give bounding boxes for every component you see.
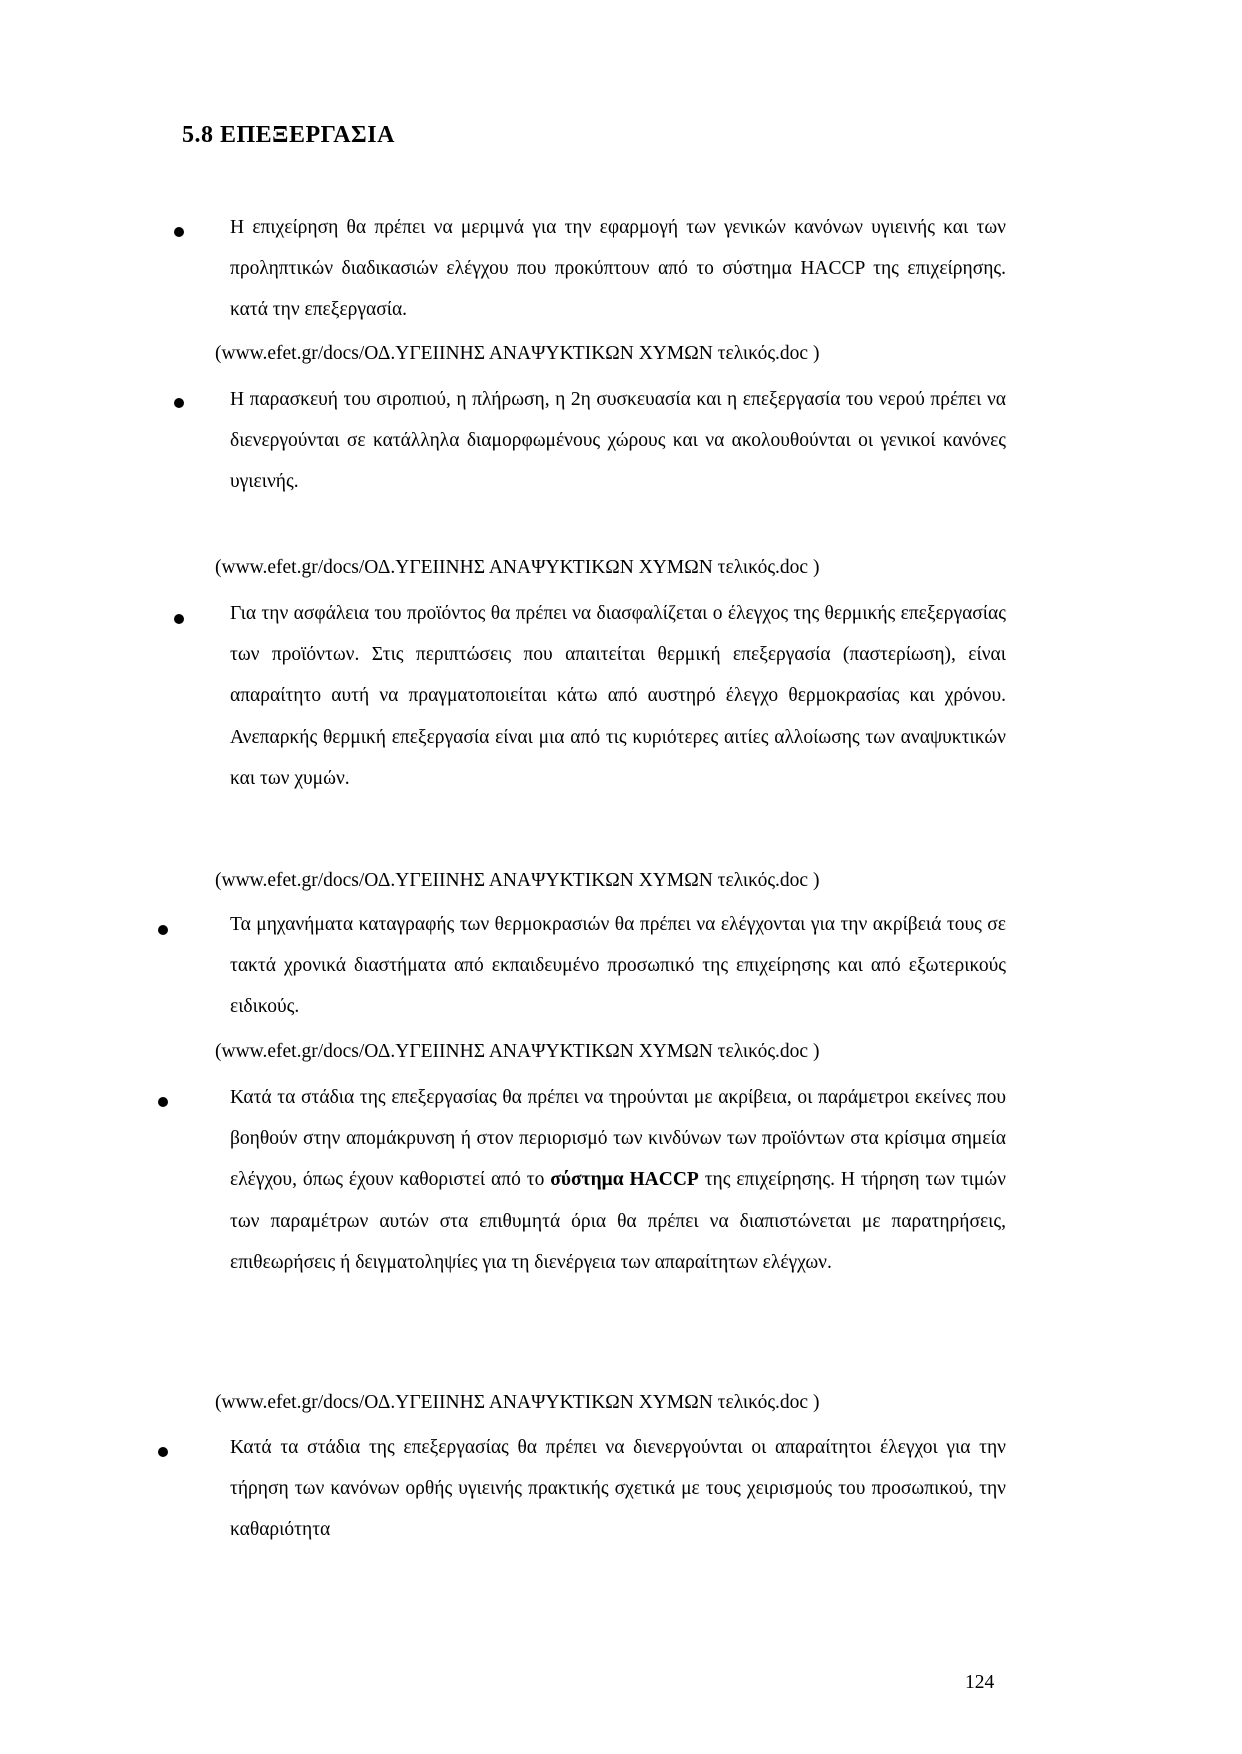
source-citation: (www.efet.gr/docs/ΟΔ.ΥΓΕΙΙΝΗΣ ΑΝΑΨΥΚΤΙΚΩΝ ΧΥΜΩΝ τελικός.doc ): [215, 1041, 820, 1062]
item-text: Για την ασφάλεια του προϊόντος θα πρέπει να διασφαλίζεται ο έλεγχος της θερμικής επεξεργασίας των προϊόντων. Στις περιπτώσεις που απαιτείται θερμική επεξεργασία (παστερίωση), είναι απαραίτητο αυτή να πραγματοποιείται κάτω από αυστηρό έλεγχο θερμοκρασίας και χρόνου. Ανεπαρκής θερμική επεξεργασία είναι μια από τις κυριότερες αιτίες αλλοίωσης των αναψυκτικών και των χυμών.: [230, 603, 1006, 789]
item-text: [230, 379, 1006, 503]
source-citation: (www.efet.gr/docs/ΟΔ.ΥΓΕΙΙΝΗΣ ΑΝΑΨΥΚΤΙΚΩΝ ΧΥΜΩΝ τελικός.doc ): [215, 557, 820, 578]
item-text: Κατά τα στάδια της επεξεργασίας θα πρέπει να διενεργούνται οι απαραίτητοι έλεγχοι για την τήρηση των κανόνων ορθής υγιεινής πρακτικής σχετικά με τους χειρισμούς του προσωπικού, την καθαριότητα: [230, 1437, 1006, 1541]
item-text-part: Η παρασκευή του σιροπιού, η πλήρωση, η 2η συσκευασία και η επεξεργασία του νερού πρέπει να διενεργούνται σε κατάλληλα διαμορφωμένους χώρους και να ακολουθούνται οι γενικοί κανόνες υγιεινής.: [230, 389, 1006, 493]
bullet-icon: [174, 614, 184, 624]
item-text: [230, 1077, 1006, 1283]
bullet-icon: [158, 1097, 168, 1107]
source-citation: (www.efet.gr/docs/ΟΔ.ΥΓΕΙΙΝΗΣ ΑΝΑΨΥΚΤΙΚΩΝ ΧΥΜΩΝ τελικός.doc ): [215, 870, 820, 891]
item-text: Τα μηχανήματα καταγραφής των θερμοκρασιών θα πρέπει να ελέγχονται για την ακρίβειά τους σε τακτά χρονικά διαστήματα από εκπαιδευμένο προσωπικό της επιχείρησης και από εξωτερικούς ειδικούς.: [230, 914, 1006, 1018]
bullet-icon: [174, 227, 184, 237]
item-text-part: Κατά τα στάδια της επεξεργασίας θα πρέπει να τηρούνται με ακρίβεια, οι παράμετροι εκείνες που βοηθούν στην απομάκρυνση ή στον περιορισμό των κινδύνων των προϊόντων στα κρίσιμα σημεία ελέγχου, όπως έχουν καθοριστεί από το: [230, 1087, 1006, 1191]
item-text: Η επιχείρηση θα πρέπει να μεριμνά για την εφαρμογή των γενικών κανόνων υγιεινής και των προληπτικών διαδικασιών ελέγχου που προκύπτουν από το σύστημα HACCP της επιχείρησης. κατά την επεξεργασία.: [230, 217, 1006, 321]
item-text-bold: σύστημα HACCP: [550, 1169, 699, 1191]
source-citation: (www.efet.gr/docs/ΟΔ.ΥΓΕΙΙΝΗΣ ΑΝΑΨΥΚΤΙΚΩΝ ΧΥΜΩΝ τελικός.doc ): [215, 343, 820, 364]
bullet-icon: [174, 398, 184, 408]
section-heading: 5.8 ΕΠΕΞΕΡΓΑΣΙΑ: [182, 122, 395, 148]
page-number: 124: [965, 1672, 995, 1693]
item-text-part: της επιχείρησης. Η τήρηση των τιμών των παραμέτρων αυτών στα επιθυμητά όρια θα πρέπει να διαπιστώνεται με παρατηρήσεις, επιθεωρήσεις ή δειγματοληψίες για τη διενέργεια των απαραίτητων ελέγχων.: [230, 1169, 1006, 1273]
source-citation: (www.efet.gr/docs/ΟΔ.ΥΓΕΙΙΝΗΣ ΑΝΑΨΥΚΤΙΚΩΝ ΧΥΜΩΝ τελικός.doc ): [215, 1392, 820, 1413]
bullet-icon: [158, 1447, 168, 1457]
bullet-icon: [158, 925, 168, 935]
